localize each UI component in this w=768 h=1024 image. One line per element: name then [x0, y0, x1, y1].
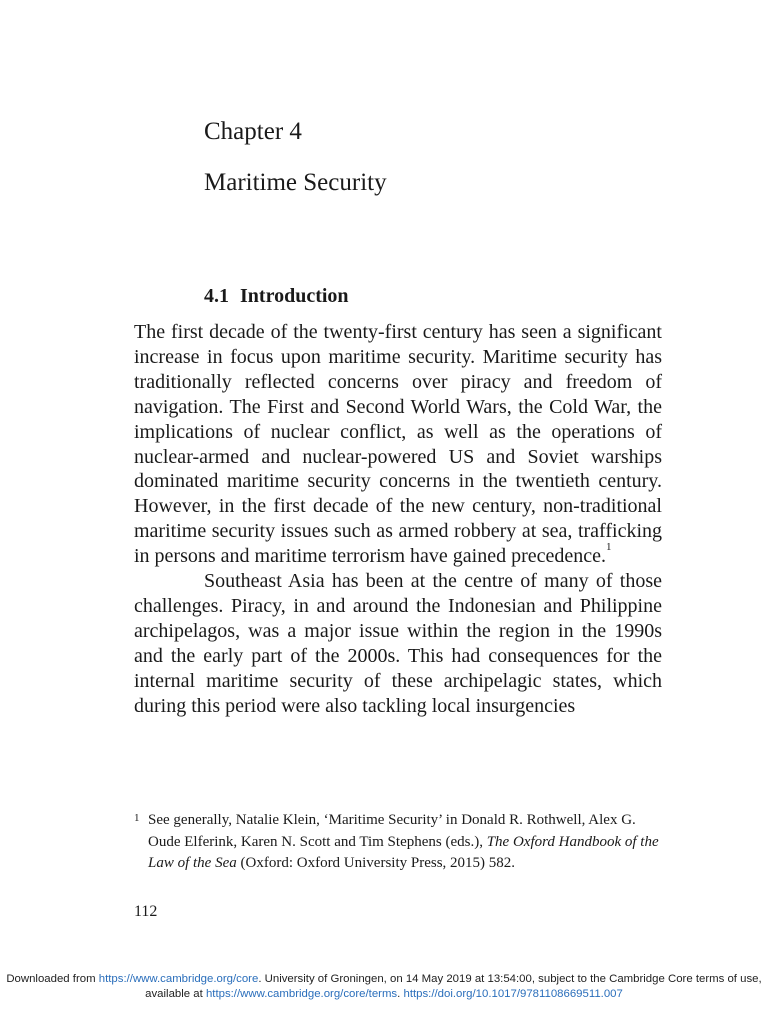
footnote — [134, 810, 662, 875]
body-text — [134, 320, 662, 719]
terms-link[interactable]: https://www.cambridge.org/core/terms — [205, 988, 398, 1000]
chapter-title: Maritime Security — [204, 169, 387, 196]
download-notice — [0, 972, 768, 1002]
page-number: 112 — [134, 903, 158, 920]
notice-separator: . — [397, 988, 404, 1000]
chapter-label: Chapter 4 — [204, 118, 302, 145]
section-number: 4.1 — [204, 285, 229, 307]
footnote-text-after: (Oxford: Oxford University Press, 2015) 582. — [236, 855, 516, 871]
footnote-book-title: The Oxford Handbook of the Law of the Sea — [148, 833, 659, 871]
paragraph-1 — [134, 320, 662, 569]
paragraph-1-text: The first decade of the twenty-first century has seen a significant increase in focus upon maritime security. Maritime security has traditionally reflected concerns over piracy and freedom of navigation. The First and Second World Wars, the Cold War, the implications of nuclear conflict, as well as the operations of nuclear-armed and nuclear-powered US and Soviet warships dominated maritime security concerns in the twentieth century. However, in the first decade of the new century, non-traditional maritime security issues such as armed robbery at sea, trafficking in persons and maritime terrorism have gained precedence. — [134, 321, 662, 568]
footnote-text — [148, 810, 662, 875]
notice-prefix: Downloaded from — [6, 973, 99, 985]
footnote-reference[interactable]: 1 — [606, 541, 612, 554]
paragraph-2: Southeast Asia has been at the centre of many of those challenges. Piracy, in and around the Indonesian and Philippine archipelagos, was a major issue within the region in the 1990s and the early part of the 2000s. This had consequences for the internal maritime security of these archipelagic states, which during this period were also tackling local insurgencies — [134, 570, 662, 717]
section-heading — [204, 282, 349, 310]
section-title: Introduction — [240, 285, 349, 307]
doi-link[interactable]: https://doi.org/10.1017/9781108669511.007 — [403, 988, 623, 1000]
cambridge-core-link[interactable]: https://www.cambridge.org/core — [98, 973, 259, 985]
footnote-mark: 1 — [134, 812, 140, 824]
notice-middle: . University of Groningen, on 14 May 2019 at 13:54:00, subject to the Cambridge Core terms of use, available at — [145, 973, 762, 1000]
footnote-text-before: See generally, Natalie Klein, ‘Maritime Security’ in Donald R. Rothwell, Alex G. Oude Elferink, Karen N. Scott and Tim Stephens (eds.), — [148, 812, 636, 850]
